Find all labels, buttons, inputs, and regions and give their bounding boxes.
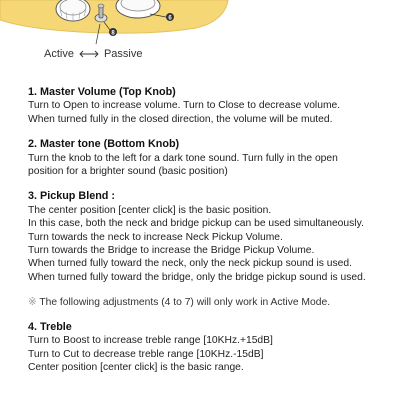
section-line: Turn towards the neck to increase Neck Pickup Volume. (28, 231, 283, 243)
switch-passive-label: Passive (103, 48, 143, 60)
section-title: 1. Master Volume (Top Knob) (28, 86, 176, 98)
section-line: When turned fully in the closed direction, the volume will be muted. (28, 113, 333, 125)
instructions (28, 86, 392, 386)
note-text: The following adjustments (4 to 7) will only work in Active Mode. (39, 297, 331, 309)
section-line: In this case, both the neck and bridge pickup can be used simultaneously. (28, 218, 364, 230)
volume-knob (56, 0, 90, 21)
active-mode-note (28, 296, 392, 309)
section-line: position for a brighter sound (basic position) (28, 166, 228, 178)
svg-text:6: 6 (168, 15, 172, 22)
section-title: 3. Pickup Blend : (28, 190, 115, 203)
section-master-volume (28, 86, 392, 126)
section-title: 4. Treble (28, 320, 72, 333)
section-line: When turned fully toward the neck, only the neck pickup sound is used. (28, 258, 352, 270)
section-pickup-blend (28, 190, 392, 284)
section-line: Turn to Open to increase volume. Turn to Close to decrease volume. (28, 100, 341, 112)
switch-legend (44, 48, 143, 60)
section-line: Turn towards the Bridge to increase the Bridge Pickup Volume. (28, 245, 315, 257)
double-arrow-icon (78, 49, 100, 59)
section-title: 2. Master tone (Bottom Knob) (28, 138, 180, 151)
section-line: The center position [center click] is the basic position. (28, 204, 272, 216)
section-line: Turn the knob to the left for a dark tone sound. Turn fully in the open (28, 152, 338, 164)
section-treble (28, 321, 392, 375)
section-master-tone (28, 138, 392, 178)
svg-text:8: 8 (111, 30, 115, 37)
section-line: Turn to Cut to decrease treble range [10KHz.-15dB] (28, 348, 264, 360)
section-line: Turn to Boost to increase treble range [10KHz.+15dB] (28, 335, 273, 347)
section-line: When turned fully toward the bridge, only the bridge pickup sound is used. (28, 271, 366, 283)
switch-active-label: Active (44, 48, 74, 60)
section-line: Center position [center click] is the basic range. (28, 361, 244, 373)
note-mark-icon: ※ (28, 297, 37, 309)
